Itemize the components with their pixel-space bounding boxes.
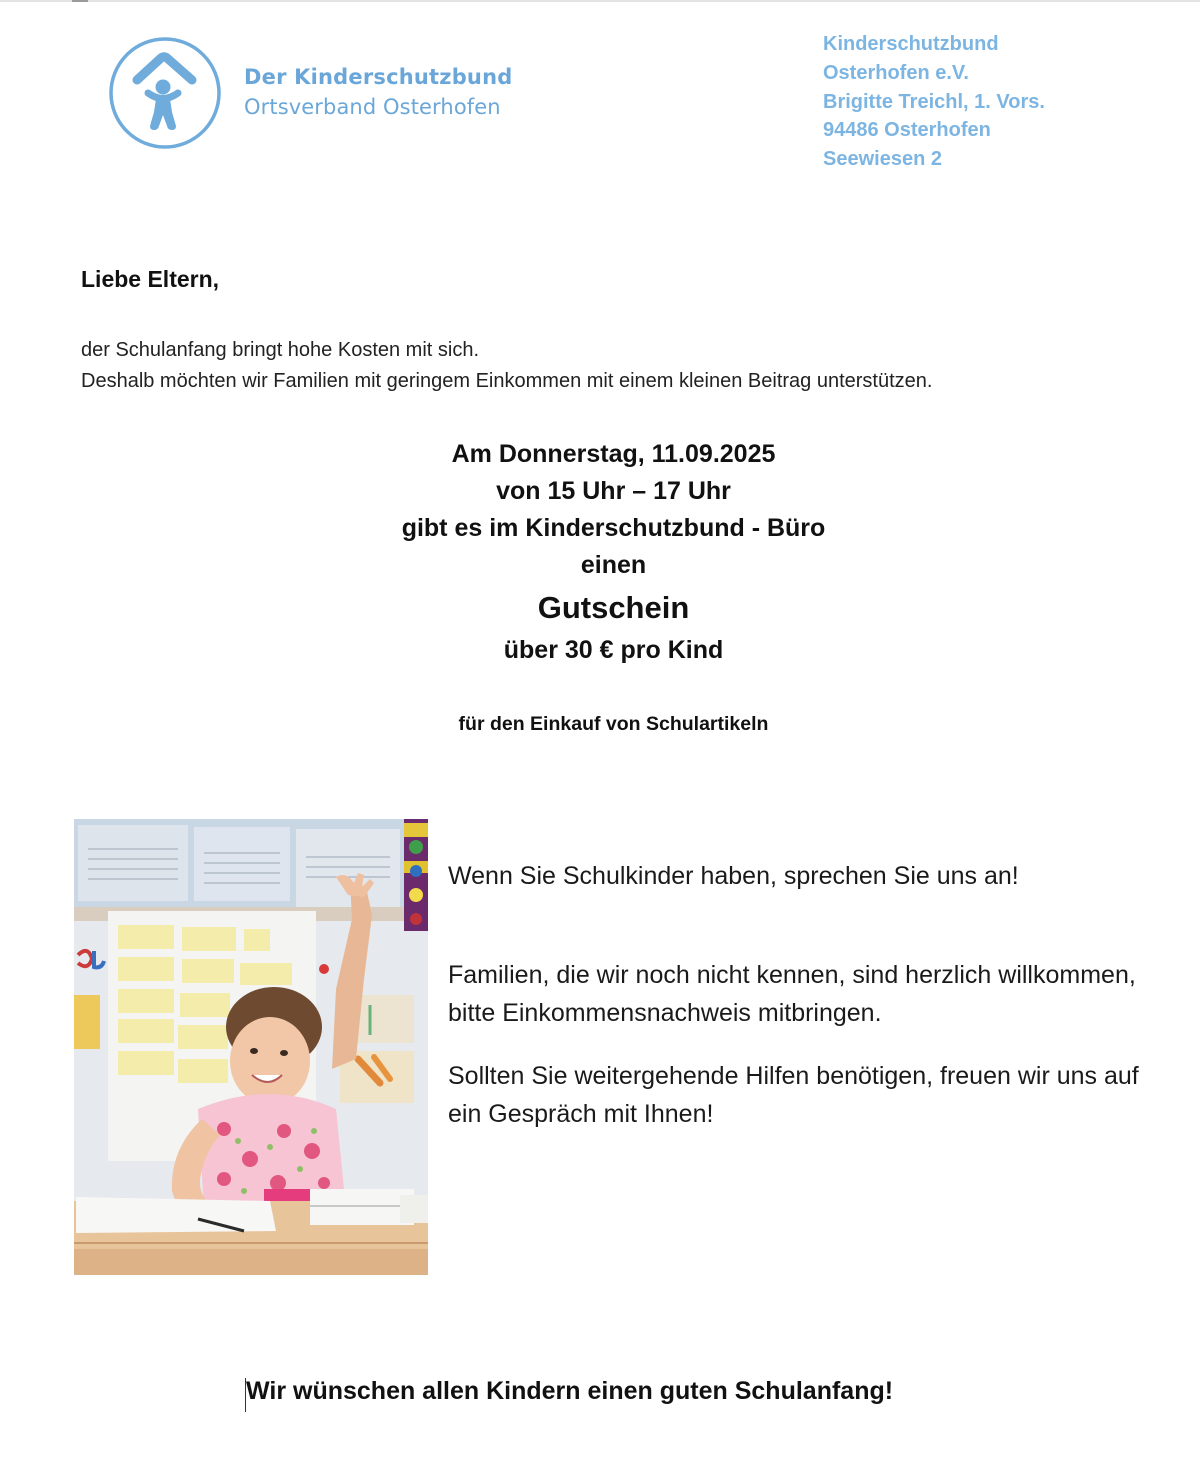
- photo-girl-raising-hand: [74, 819, 428, 1275]
- voucher-purpose: für den Einkauf von Schulartikeln: [458, 713, 769, 735]
- address-line: Brigitte Treichl, 1. Vors.: [823, 90, 1045, 113]
- intro-paragraph: [81, 335, 932, 397]
- voucher-heading: Gutschein: [537, 590, 690, 625]
- side-paragraph: Wenn Sie Schulkinder haben, sprechen Sie uns an!: [448, 862, 1019, 890]
- organization-branch: Ortsverband Osterhofen: [244, 95, 501, 119]
- address-line: 94486 Osterhofen: [823, 119, 991, 142]
- ruler-marker: [72, 0, 88, 2]
- sender-address: [823, 30, 1045, 174]
- announcement-location: gibt es im Kinderschutzbund - Büro: [401, 514, 826, 542]
- address-line: Seewiesen 2: [823, 148, 942, 171]
- voucher-amount: über 30 € pro Kind: [503, 636, 724, 664]
- side-paragraph: Familien, die wir noch nicht kennen, sind herzlich willkommen, bitte Einkommensnachweis mitbringen.: [448, 961, 1136, 1027]
- salutation: Liebe Eltern,: [81, 266, 220, 292]
- announcement-time: von 15 Uhr – 17 Uhr: [496, 477, 731, 505]
- intro-line: Deshalb möchten wir Familien mit geringem Einkommen mit einem kleinen Beitrag unterstützen.: [81, 370, 933, 392]
- address-line: Kinderschutzbund: [823, 33, 999, 55]
- address-line: Osterhofen e.V.: [823, 61, 969, 84]
- announcement-date: Am Donnerstag, 11.09.2025: [451, 440, 776, 468]
- side-paragraph: Sollten Sie weitergehende Hilfen benötigen, freuen wir uns auf ein Gespräch mit Ihnen!: [448, 1062, 1139, 1128]
- kinderschutzbund-logo-icon: [106, 36, 224, 152]
- organization-name: Der Kinderschutzbund: [244, 65, 513, 89]
- logo-text: [244, 62, 512, 122]
- page-top-border: [0, 0, 1200, 2]
- announcement-article: einen: [580, 551, 647, 579]
- closing-line: Wir wünschen allen Kindern einen guten Schulanfang!: [246, 1377, 894, 1405]
- intro-line: der Schulanfang bringt hohe Kosten mit sich.: [81, 339, 480, 361]
- announcement: [0, 436, 1200, 584]
